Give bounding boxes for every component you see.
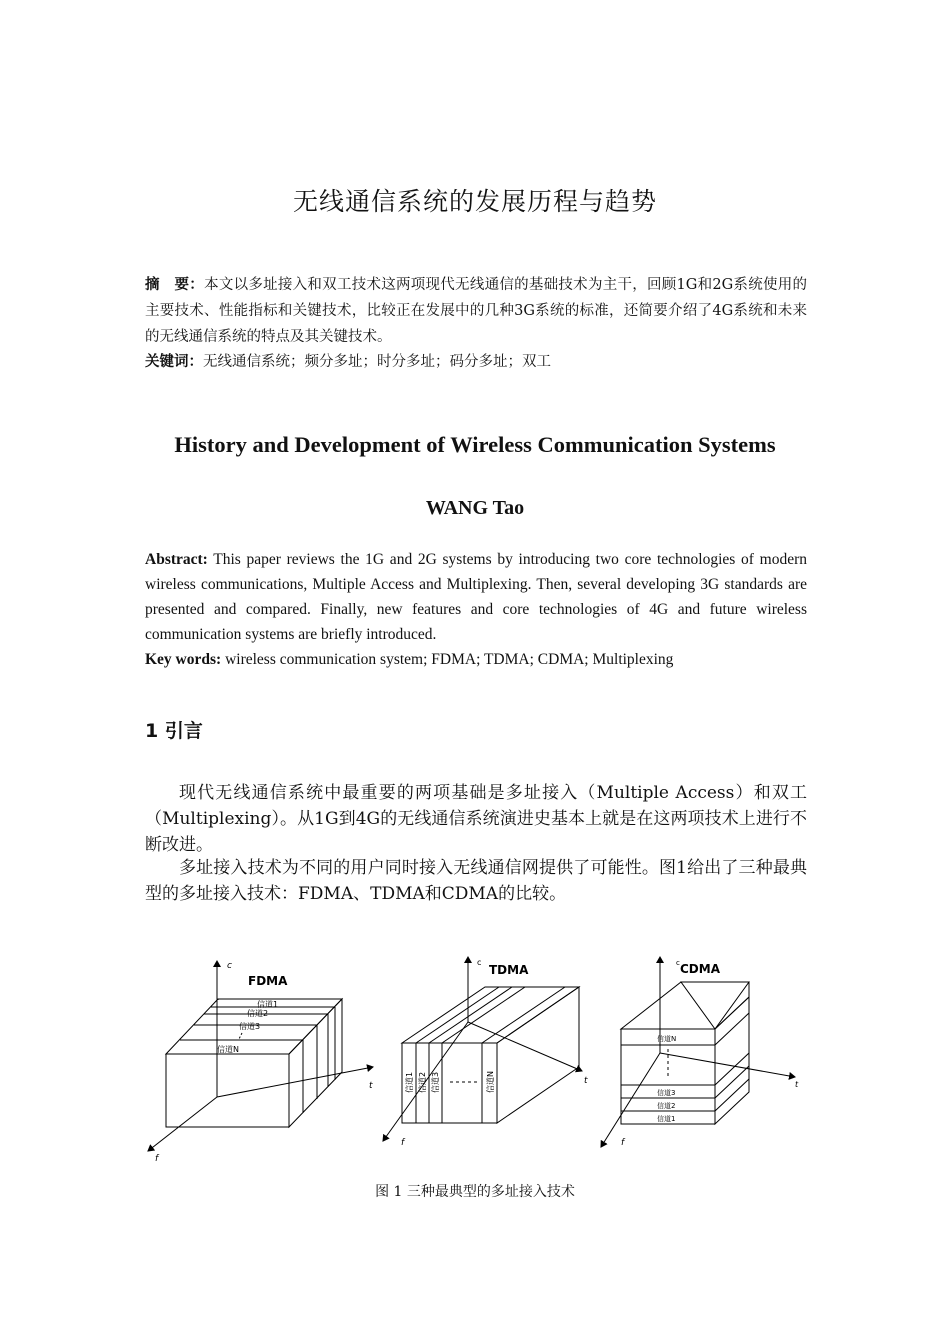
cdma-f-axis [601, 1053, 660, 1147]
fdma-f-axis [148, 1097, 217, 1151]
keywords-en-text: wireless communication system; FDMA; TDMA; CDMA; Multiplexing [221, 651, 674, 668]
fdma-title: FDMA [248, 974, 288, 988]
fdma-f-label: f [155, 1154, 159, 1164]
fdma-t-label: t [369, 1081, 373, 1091]
tdma-channel-3: 信道3 [431, 1071, 440, 1093]
fdma-c-label: c [227, 961, 232, 971]
fdma-channel-1: 信道1 [257, 1000, 279, 1009]
tdma-t-axis [468, 1022, 582, 1071]
fdma-side-face [289, 999, 342, 1127]
keywords-en [145, 647, 807, 672]
abstract-en-text: This paper reviews the 1G and 2G systems by introducing two core technologies of modern wireless communications, Multiple Access and Multiplexing. Then, several developing 3G standards are presented and compared. Finally, new features and core technologies of 4G and future wireless communication systems are briefly introduced. [145, 551, 807, 643]
cdma-layer-1-side [715, 1079, 749, 1111]
keywords-cn-label: 关键词： [145, 354, 203, 370]
tdma-channel-n: 信道N [486, 1071, 495, 1093]
cdma-title: CDMA [680, 962, 720, 976]
fdma-t-axis [217, 1067, 373, 1097]
cdma-c-label: c [676, 959, 680, 967]
tdma-c-label: c [477, 958, 482, 967]
cdma-side-face [715, 997, 749, 1124]
cdma-channel-n: 信道N [657, 1035, 677, 1043]
abstract-en-label: Abstract: [145, 551, 208, 568]
fdma-ellipsis [239, 1033, 242, 1039]
abstract-cn-text: 本文以多址接入和双工技术这两项现代无线通信的基础技术为主干，回顾1G和2G系统使用的主要技术、性能指标和关键技术，比较正在发展中的几种3G系统的标准，还简要介绍了4G系统和未来的无线通信系统的特点及其关键技术。 [145, 277, 807, 345]
cdma-channel-3: 信道3 [657, 1089, 676, 1097]
tdma-t-label: t [584, 1076, 588, 1086]
figure-1-caption: 图 1 三种最典型的多址接入技术 [375, 1184, 575, 1200]
tdma-title: TDMA [489, 963, 529, 977]
cdma-channel-1: 信道1 [657, 1115, 676, 1123]
tdma-slot-n-top [482, 987, 565, 1043]
cdma-t-label: t [795, 1080, 799, 1089]
abstract-en [145, 547, 807, 647]
fdma-front-face [166, 1054, 289, 1127]
figure-1 [135, 945, 815, 1170]
title-en: History and Development of Wireless Communication Systems [174, 432, 776, 457]
paragraph-1: 现代无线通信系统中最重要的两项基础是多址接入（Multiple Access）和双工（Multiplexing）。从1G到4G的无线通信系统演进史基本上就是在这两项技术上进行不断改进。 [145, 783, 807, 855]
abstract-cn [145, 272, 807, 350]
cdma-diagram [601, 957, 799, 1148]
fdma-diagram [148, 961, 373, 1164]
title-cn: 无线通信系统的发展历程与趋势 [292, 187, 657, 216]
tdma-side-face [497, 987, 579, 1123]
keywords-cn-text: 无线通信系统；频分多址；时分多址；码分多址；双工 [203, 354, 551, 370]
tdma-slot-1-top [416, 987, 499, 1043]
tdma-channel-2: 信道2 [418, 1071, 427, 1093]
section-1-heading: 1 引言 [145, 720, 203, 742]
cdma-layer-n-side [715, 1013, 749, 1045]
cdma-layer-3-side [715, 1053, 749, 1085]
keywords-en-label: Key words: [145, 651, 222, 668]
author: WANG Tao [425, 497, 525, 519]
cdma-f-label: f [621, 1138, 625, 1148]
paragraph-2: 多址接入技术为不同的用户同时接入无线通信网提供了可能性。图1给出了三种最典型的多址接入技术：FDMA、TDMA和CDMA的比较。 [145, 858, 807, 904]
tdma-channel-1: 信道1 [405, 1071, 414, 1093]
tdma-f-label: f [401, 1138, 405, 1148]
tdma-diagram [383, 957, 588, 1148]
cdma-top-face [621, 982, 749, 1029]
fdma-channel-3: 信道3 [239, 1022, 261, 1031]
cdma-layer-2-side [715, 1066, 749, 1098]
keywords-cn [145, 349, 807, 375]
tdma-slot-2-top [429, 987, 512, 1043]
fdma-channel-2: 信道2 [247, 1009, 269, 1018]
cdma-channel-2: 信道2 [657, 1102, 676, 1110]
tdma-slot-3-top [442, 987, 525, 1043]
fdma-channel-n: 信道N [217, 1045, 239, 1054]
abstract-cn-label: 摘 要： [145, 277, 205, 293]
